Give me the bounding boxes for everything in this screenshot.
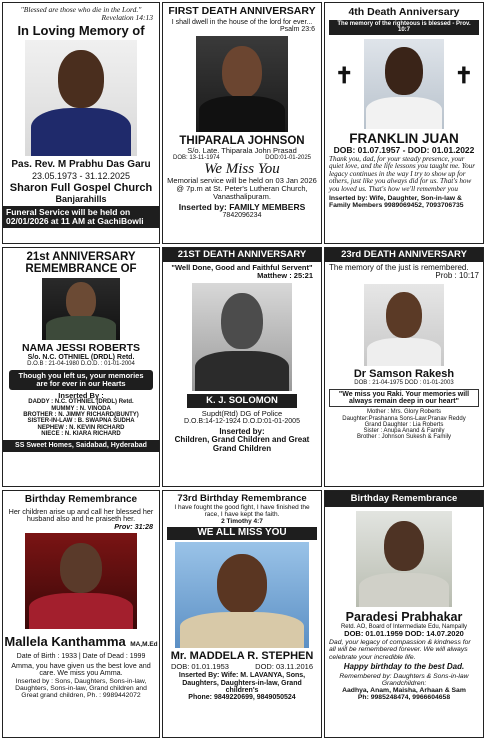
family-line: Mother : Mrs. Glory Roberts [366, 409, 441, 416]
portrait-photo [364, 284, 444, 366]
ad-relation: S/o. Late. Thiparala John Prasad [187, 145, 297, 155]
portrait-photo [356, 511, 452, 607]
portrait-photo [196, 36, 288, 132]
ad-dob: DOB: 13-11-1974 [173, 154, 220, 161]
ad-verse: The memory of the just is remembered. [329, 262, 469, 272]
ad-inserted-label: Inserted by: [219, 426, 265, 436]
ad-heading-sub: REMEMBRANCE OF [25, 263, 137, 276]
ad-heading: Birthday Remembrance [325, 491, 483, 507]
family-line: Sister : Anupa Anand & Family [363, 428, 445, 435]
ad-quote: "Blessed are those who die in the Lord." [20, 5, 142, 14]
portrait-photo [25, 40, 137, 156]
ad-grandchildren-label: Grandchildren: [381, 680, 427, 688]
family-line: NIECE : N. KIARA RICHARD [41, 430, 121, 437]
ad-we-all-miss-you: WE ALL MISS YOU [167, 527, 317, 540]
ad-message: Thank you, dad, for your steady presence, your quiet love, and the life lessons you taught me. Your legacy continues in the way I try to show up for others, just like you always did for us. That's how you loved us. That's how we'll remember you [329, 154, 476, 193]
ad-quote-ref: Revelation 14:13 [101, 12, 153, 22]
ad-heading: 21st ANNIVERSARY [26, 251, 136, 263]
ad-name: Paradesi Prabhakar [345, 609, 463, 624]
family-line: BROTHER : N. JIMMY RICHARD(BUNTY) [23, 412, 139, 418]
ad-phone: 7842096234 [222, 211, 262, 219]
family-line: Brother : Johnson Sukesh & Family [356, 434, 452, 441]
ad-name: FRANKLIN JUAN [349, 130, 459, 146]
cross-icon: ✝ [454, 63, 473, 88]
ad-quote: "Well Done, Good and Faithful Servent" [171, 262, 313, 272]
ad-thiparala-johnson [162, 2, 322, 244]
ad-inserted-by: Inserted by : Sons, Daughters, Sons-in-law, Daughters, Sons-in-law, Grand children and Great grand children, Ph. : 9989442072 [15, 677, 147, 699]
family-line: NEPHEW : N. KEVIN RICHARD [37, 424, 125, 431]
ad-mallela-kanthamma [2, 490, 160, 738]
ad-dates: DOB: 01.01.1959 DOD: 14.07.2020 [344, 629, 464, 639]
ad-inserted-by: Inserted by: Wife, Daughter, Son-in-law & Family Members 9989069452, 7093706735 [329, 194, 464, 209]
portrait-photo [175, 542, 309, 648]
ad-dod: DOD: 03.11.2016 [255, 662, 313, 672]
ad-phone: Phone: 9849220699, 9849050524 [188, 694, 296, 702]
ad-memorial-service: Memorial service will be held on 03 Jan 2026 @ 7p.m at St. Peter's Lutheran Church, Vanasthalipuram. [167, 176, 317, 202]
ad-samson-rakesh [324, 247, 484, 487]
ad-name-row [3, 633, 159, 651]
ad-dod: DOD:01-01-2025 [265, 154, 311, 161]
ad-name: Mr. MADDELA R. STEPHEN [170, 649, 314, 662]
ad-we-miss-you: We Miss You [204, 160, 280, 177]
ad-heading: In Loving Memory of [17, 22, 145, 38]
ad-inserted-by: Children, Grand Children and Great Grand Children [174, 435, 310, 453]
ad-heading: 4th Death Anniversary [348, 6, 460, 18]
ad-dates: Date of Birth : 1933 | Date of Dead : 1999 [16, 653, 146, 661]
ad-kj-solomon [162, 247, 322, 487]
ad-place: Banjarahills [55, 193, 107, 204]
ad-name: THIPARALA JOHNSON [179, 134, 305, 147]
ad-nama-jessi-roberts [2, 247, 160, 487]
family-line: SISTER-IN-LAW : B. SWAPNA SUDHA [27, 418, 135, 425]
ad-verse-ref: Prob : 10:17 [435, 271, 479, 281]
ad-franklin-juan [324, 2, 484, 244]
ad-heading: 73rd Birthday Remembrance [177, 493, 307, 504]
ad-title: Supdt(Rtd) DG of Police [201, 408, 283, 418]
ad-name: Pas. Rev. M Prabhu Das Garu [11, 159, 151, 171]
ad-dates: DOB : 21-04-1975 DOD : 01-01-2003 [354, 380, 454, 387]
ad-dates: D.O.B : 21-04-1980 D.O.D. : 01-01-2004 [27, 361, 135, 368]
family-line: DADDY : N.C. OTHNIEL (DRDL) Retd. [28, 399, 134, 406]
portrait-photo [192, 283, 292, 391]
ad-degree: MA,M.Ed [130, 641, 158, 649]
ad-verse: I shall dwell in the house of the lord for ever... [171, 19, 313, 27]
ad-name: Mallela Kanthamma [4, 634, 126, 650]
ad-wish: Happy birthday to the best Dad. [343, 661, 465, 671]
ad-paradesi-prabhakar [324, 490, 484, 738]
ad-prabhu-das [2, 2, 160, 244]
ad-funeral-notice: Funeral Service will be held on 02/01/2026 at 11 AM at GachiBowli [3, 206, 159, 228]
ad-maddela-stephen [162, 490, 322, 738]
portrait-photo [42, 278, 120, 340]
ad-heading: 21ST DEATH ANNIVERSARY [163, 248, 321, 262]
ad-relation: S/o. N.C. OTHNIEL (DRDL) Retd. [27, 354, 135, 362]
ad-title: Retd. AO, Board of Intermediate Edu, Nampally [340, 624, 468, 631]
ad-grandchildren: Aadhya, Anam, Maisha, Arhaan & Sam [342, 687, 466, 695]
ad-verse-ref: 2 Timothy 4:7 [221, 517, 263, 525]
ad-message: Amma, you have given us the best love and care. We miss you Amma. [11, 660, 151, 678]
ad-dob: DOB: 01.01.1953 [171, 662, 229, 672]
ad-inserted-label: Inserted By : [58, 390, 104, 400]
ad-inserted-by: Inserted By: Wife: M. LAVANYA, Sons, Daughters, Daughters-in-law, Grand children's [178, 672, 306, 695]
ad-quote-ref: Matthew : 25:21 [257, 270, 313, 280]
ad-dates: 23.05.1973 - 31.12.2025 [31, 170, 131, 181]
portrait-photo [364, 39, 444, 129]
ad-quote: "We miss you Raki. Your memories will always remain deep in our heart" [329, 389, 479, 408]
portrait-photo [25, 533, 137, 629]
ad-church: Sharon Full Gospel Church [9, 182, 153, 195]
family-line: Daughter:Prashanna Sons-Law:Pranav Reddy [342, 415, 466, 422]
ad-verse: Her children arise up and call her blessed her husband also and he praiseth her. [8, 506, 154, 524]
ad-dates: D.O.B:14-12-1924 D.O.D:01-01-2005 [184, 417, 300, 425]
ad-verse: I have fought the good fight, I have finished the race, I have kept the faith. [174, 503, 310, 518]
family-line: MUMMY : N. VINODA [51, 405, 111, 412]
ad-phone: Ph: 9985248474, 9966604658 [357, 694, 451, 702]
ad-remembered-by: Remembered by: Daughters & Sons-in-law [339, 673, 469, 681]
family-line: Grand Daughter : Lia Roberts [364, 421, 444, 428]
cross-icon: ✝ [335, 63, 354, 88]
ad-message: Dad, your legacy of compassion & kindness for all will be remembered forever. We will always celebrate your incredible life. [329, 639, 471, 661]
ad-address: SS Sweet Homes, Saidabad, Hyderabad [3, 440, 159, 451]
ad-verse-ref: Psalm 23:6 [279, 26, 315, 34]
ad-heading: Birthday Remembrance [24, 494, 138, 505]
ad-name: Dr Samson Rakesh [353, 367, 455, 380]
ad-dates-row [163, 662, 321, 671]
ad-dates: DOB: 01.07.1957 - DOD: 01.01.2022 [333, 144, 475, 155]
ad-verse: The memory of the righteous is blessed - Prov. 10:7 [329, 20, 479, 35]
ad-heading: FIRST DEATH ANNIVERSARY [168, 5, 316, 17]
ad-name: K. J. SOLOMON [187, 394, 297, 408]
obituary-grid [2, 2, 484, 738]
ad-verse-ref: Prov: 31:28 [114, 521, 153, 531]
ad-memory-banner: Though you left us, your memories are for ever in our Hearts [9, 370, 153, 390]
ad-inserted-by: Inserted by: FAMILY MEMBERS [178, 202, 306, 213]
ad-heading: 23rd DEATH ANNIVERSARY [325, 248, 483, 262]
ad-dates-row [163, 155, 321, 161]
ad-name: NAMA JESSI ROBERTS [21, 342, 141, 355]
